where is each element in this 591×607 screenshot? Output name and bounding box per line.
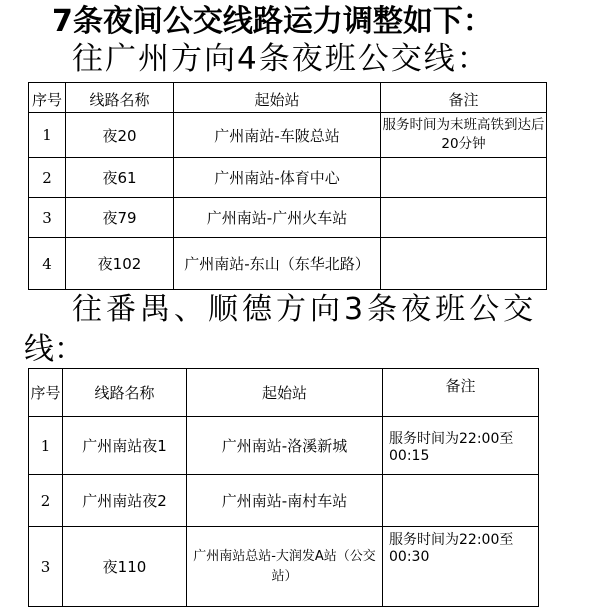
route-note [381,158,547,198]
guangzhou-routes-table [28,82,547,290]
table-header-row [29,369,539,417]
column-header-no: 序号 [29,83,66,113]
section-heading-guangzhou: 往广州方向4条夜班公交线： [72,41,490,77]
table-row [29,475,539,527]
route-name: 夜61 [66,158,174,198]
route-stations: 广州南站-南村车站 [187,475,383,527]
row-no: 2 [29,475,63,527]
table-row [29,198,547,238]
row-no: 4 [29,238,66,290]
route-note: 服务时间为末班高铁到达后20分钟 [381,113,547,158]
row-no: 1 [29,417,63,475]
route-note: 服务时间为22:00至00:15 [383,417,539,475]
route-stations: 广州南站-车陂总站 [174,113,381,158]
route-note: 服务时间为22:00至00:30 [383,527,539,607]
page-title: 7条夜间公交线路运力调整如下： [52,4,493,39]
route-note [381,238,547,290]
section-heading-panyu-shunde-cont: 线： [24,332,84,367]
route-note [383,475,539,527]
route-name: 夜20 [66,113,174,158]
route-name: 广州南站夜2 [63,475,187,527]
column-header-name: 线路名称 [63,369,187,417]
route-stations: 广州南站-体育中心 [174,158,381,198]
table-row [29,158,547,198]
route-stations: 广州南站-洛溪新城 [187,417,383,475]
column-header-note: 备注 [383,369,539,417]
column-header-note: 备注 [381,83,547,113]
route-name: 夜110 [63,527,187,607]
route-note [381,198,547,238]
row-no: 3 [29,198,66,238]
section-heading-panyu-shunde: 往番禺、顺德方向3条夜班公交 [72,292,538,327]
table-header-row [29,83,547,113]
column-header-start: 起始站 [174,83,381,113]
route-name: 夜79 [66,198,174,238]
table-row [29,417,539,475]
row-no: 2 [29,158,66,198]
panyu-shunde-routes-table [28,368,539,607]
route-stations: 广州南站-广州火车站 [174,198,381,238]
column-header-no: 序号 [29,369,63,417]
route-name: 夜102 [66,238,174,290]
route-stations: 广州南站-东山（东华北路） [174,238,381,290]
row-no: 1 [29,113,66,158]
column-header-start: 起始站 [187,369,383,417]
route-stations: 广州南站总站-大润发A站（公交站） [187,527,383,607]
route-name: 广州南站夜1 [63,417,187,475]
column-header-name: 线路名称 [66,83,174,113]
table-row [29,527,539,607]
row-no: 3 [29,527,63,607]
table-row [29,238,547,290]
table-row [29,113,547,158]
